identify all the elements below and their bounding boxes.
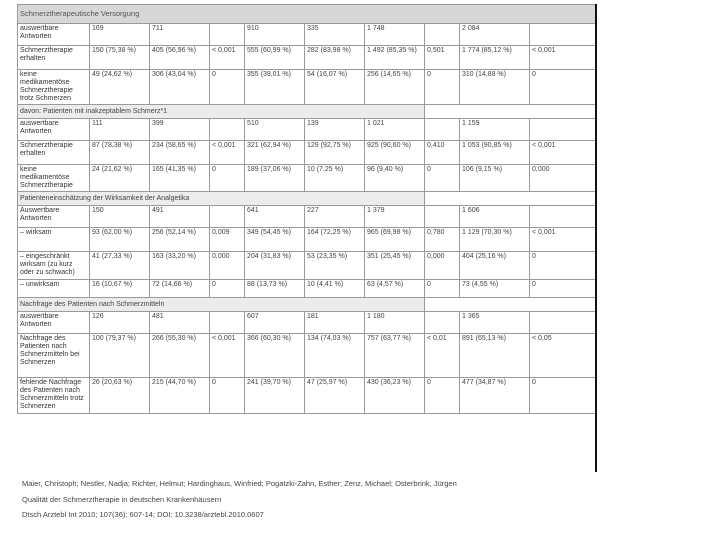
table-cell: 0 — [530, 280, 596, 298]
table-cell: 134 (74,03 %) — [305, 334, 365, 378]
table-cell: < 0,001 — [210, 141, 245, 165]
table-cell: 204 (31,83 %) — [245, 252, 305, 280]
table-cell: 0 — [210, 378, 245, 414]
row-label: – wirksam — [18, 228, 90, 252]
table-cell: 481 — [150, 312, 210, 334]
table-cell: 73 (4,55 %) — [460, 280, 530, 298]
table-row — [18, 141, 596, 165]
table-row — [18, 46, 596, 70]
table-title: Schmerztherapeutische Versorgung — [18, 5, 596, 24]
caption-authors: Maier, Christoph; Nestler, Nadja; Richter, Helmut; Hardinghaus, Winfried; Pogatzki-Zahn, Esther; Zenz, Michael; Osterbrink, Jürgen — [22, 479, 457, 488]
table-cell: 96 (9,40 %) — [365, 165, 425, 192]
table-cell: 215 (44,70 %) — [150, 378, 210, 414]
table-cell: 510 — [245, 119, 305, 141]
table-cell: 0 — [210, 280, 245, 298]
table-cell: 335 — [305, 24, 365, 46]
table-cell: 16 (10,67 %) — [90, 280, 150, 298]
table-cell: 241 (39,70 %) — [245, 378, 305, 414]
section-header: Patienteneinschätzung der Wirksamkeit der Analgetika — [18, 192, 425, 206]
table-cell — [530, 312, 596, 334]
table-cell: < 0,001 — [530, 141, 596, 165]
table-cell: 310 (14,88 %) — [460, 70, 530, 105]
table-cell: 1 053 (90,85 %) — [460, 141, 530, 165]
table-cell: 0,000 — [210, 252, 245, 280]
table-cell: 1 021 — [365, 119, 425, 141]
row-label: keine medikamentöse Schmerztherapie trotz Schmerzen — [18, 70, 90, 105]
table-cell: 965 (69,98 %) — [365, 228, 425, 252]
row-label: Nachfrage des Patienten nach Schmerzmitteln bei Schmerzen — [18, 334, 90, 378]
table-cell: 0 — [530, 252, 596, 280]
table-cell — [425, 206, 460, 228]
table-cell: 256 (52,14 %) — [150, 228, 210, 252]
section-header-blank — [425, 105, 596, 119]
table-cell: 129 (92,75 %) — [305, 141, 365, 165]
table-cell: 106 (9,15 %) — [460, 165, 530, 192]
table-cell: < 0,05 — [530, 334, 596, 378]
table-cell: 0 — [425, 280, 460, 298]
table-row — [18, 378, 596, 414]
table-cell: 41 (27,33 %) — [90, 252, 150, 280]
section-header: davon: Patienten mit inakzeptablem Schmerz*1 — [18, 105, 425, 119]
row-label: Schmerztherapie erhalten — [18, 46, 90, 70]
table-cell: 1 774 (85,12 %) — [460, 46, 530, 70]
table-cell: 0,501 — [425, 46, 460, 70]
table-cell: 63 (4,57 %) — [365, 280, 425, 298]
row-label: Schmerztherapie erhalten — [18, 141, 90, 165]
table-cell: 0 — [210, 165, 245, 192]
table-cell: 10 (7,25 %) — [305, 165, 365, 192]
table-cell — [425, 312, 460, 334]
table-cell: 256 (14,65 %) — [365, 70, 425, 105]
table-row — [18, 312, 596, 334]
table-cell: 1 492 (85,35 %) — [365, 46, 425, 70]
table-cell: 87 (78,38 %) — [90, 141, 150, 165]
table-cell: 53 (23,35 %) — [305, 252, 365, 280]
row-label: auswertbare Antworten — [18, 119, 90, 141]
table-cell: 477 (34,87 %) — [460, 378, 530, 414]
row-label: fehlende Nachfrage des Patienten nach Schmerzmitteln trotz Schmerzen — [18, 378, 90, 414]
table-cell: 0 — [530, 378, 596, 414]
table-cell: 910 — [245, 24, 305, 46]
table-cell: 366 (60,30 %) — [245, 334, 305, 378]
table-cell: < 0,001 — [530, 228, 596, 252]
table-cell: 641 — [245, 206, 305, 228]
table-cell: 711 — [150, 24, 210, 46]
table-cell — [210, 206, 245, 228]
table-cell: 282 (83,98 %) — [305, 46, 365, 70]
row-label: auswertbare Antworten — [18, 312, 90, 334]
table-cell: 100 (79,37 %) — [90, 334, 150, 378]
table-cell: 0,000 — [425, 252, 460, 280]
table-cell: 234 (58,65 %) — [150, 141, 210, 165]
table-cell: 1 180 — [365, 312, 425, 334]
table-cell: 555 (60,99 %) — [245, 46, 305, 70]
table-cell: 54 (16,07 %) — [305, 70, 365, 105]
table-cell: 93 (62,00 %) — [90, 228, 150, 252]
table-cell — [210, 119, 245, 141]
table-cell: 150 (75,38 %) — [90, 46, 150, 70]
table-row — [18, 228, 596, 252]
table-cell: 430 (36,23 %) — [365, 378, 425, 414]
table-cell: 72 (14,66 %) — [150, 280, 210, 298]
table-cell: < 0,001 — [210, 334, 245, 378]
row-label: keine medikamentöse Schmerztherapie — [18, 165, 90, 192]
table-cell: 0 — [425, 165, 460, 192]
table-cell: 355 (39,01 %) — [245, 70, 305, 105]
table-row — [18, 119, 596, 141]
table-cell: 1 748 — [365, 24, 425, 46]
table-cell: 1 606 — [460, 206, 530, 228]
table-cell: 0 — [425, 378, 460, 414]
table-cell: 1 129 (70,30 %) — [460, 228, 530, 252]
table-cell — [210, 312, 245, 334]
table-row — [18, 280, 596, 298]
table-cell: 321 (62,94 %) — [245, 141, 305, 165]
table-cell: 150 — [90, 206, 150, 228]
table-cell — [530, 119, 596, 141]
table-cell: 351 (25,45 %) — [365, 252, 425, 280]
table-cell: 891 (65,13 %) — [460, 334, 530, 378]
table-cell: 0 — [425, 70, 460, 105]
section-header-row — [18, 298, 596, 312]
section-header-blank — [425, 192, 596, 206]
table-cell: 169 — [90, 24, 150, 46]
row-label: – unwirksam — [18, 280, 90, 298]
table-cell: < 0,001 — [210, 46, 245, 70]
table-cell: 349 (54,45 %) — [245, 228, 305, 252]
row-label: auswertbare Antworten — [18, 24, 90, 46]
table-row — [18, 70, 596, 105]
table-cell: 491 — [150, 206, 210, 228]
table-row — [18, 252, 596, 280]
table-cell: 1 159 — [460, 119, 530, 141]
table-cell: 266 (55,30 %) — [150, 334, 210, 378]
table-cell — [530, 24, 596, 46]
table-cell: 0 — [210, 70, 245, 105]
section-header-blank — [425, 298, 596, 312]
table-cell: 227 — [305, 206, 365, 228]
table-cell — [210, 24, 245, 46]
row-label: – eingeschränkt wirksam (zu kurz oder zu schwach) — [18, 252, 90, 280]
table-cell: 2 084 — [460, 24, 530, 46]
table-row — [18, 206, 596, 228]
table-cell: 49 (24,62 %) — [90, 70, 150, 105]
table-cell: 405 (56,96 %) — [150, 46, 210, 70]
table-cell: 111 — [90, 119, 150, 141]
table-cell: 0,780 — [425, 228, 460, 252]
table-cell: 47 (25,97 %) — [305, 378, 365, 414]
table-cell: 139 — [305, 119, 365, 141]
table-cell: 10 (4,41 %) — [305, 280, 365, 298]
table-image — [17, 4, 597, 472]
table-cell: 1 379 — [365, 206, 425, 228]
table-cell: < 0,01 — [425, 334, 460, 378]
table-cell: 0,410 — [425, 141, 460, 165]
table-cell — [530, 206, 596, 228]
table-cell — [425, 119, 460, 141]
table-cell: 404 (25,16 %) — [460, 252, 530, 280]
table-row — [18, 24, 596, 46]
pain-therapy-table — [17, 4, 596, 414]
table-cell: 0 — [530, 70, 596, 105]
table-row — [18, 165, 596, 192]
table-cell: 189 (37,06 %) — [245, 165, 305, 192]
section-header-row — [18, 105, 596, 119]
citation-caption — [22, 476, 457, 523]
table-cell: 399 — [150, 119, 210, 141]
table-cell: 24 (21,62 %) — [90, 165, 150, 192]
caption-reference: Dtsch Arztebl Int 2010; 107(36): 607-14; DOI: 10.3238/arztebl.2010.0607 — [22, 510, 264, 519]
table-cell: 306 (43,04 %) — [150, 70, 210, 105]
table-cell: 925 (90,60 %) — [365, 141, 425, 165]
table-row — [18, 334, 596, 378]
caption-title: Qualität der Schmerztherapie in deutschen Krankenhäusern — [22, 494, 222, 504]
table-cell: 0,009 — [210, 228, 245, 252]
table-cell: 757 (63,77 %) — [365, 334, 425, 378]
table-cell: 181 — [305, 312, 365, 334]
table-cell: 88 (13,73 %) — [245, 280, 305, 298]
table-cell: 164 (72,25 %) — [305, 228, 365, 252]
table-cell: 126 — [90, 312, 150, 334]
table-cell: 26 (20,63 %) — [90, 378, 150, 414]
table-cell: 0,000 — [530, 165, 596, 192]
section-header: Nachfrage des Patienten nach Schmerzmitteln — [18, 298, 425, 312]
table-cell: 607 — [245, 312, 305, 334]
table-cell — [425, 24, 460, 46]
table-cell: 165 (41,35 %) — [150, 165, 210, 192]
row-label: Auswertbare Antworten — [18, 206, 90, 228]
section-header-row — [18, 192, 596, 206]
table-cell: 163 (33,20 %) — [150, 252, 210, 280]
table-cell: 1 365 — [460, 312, 530, 334]
table-cell: < 0,001 — [530, 46, 596, 70]
